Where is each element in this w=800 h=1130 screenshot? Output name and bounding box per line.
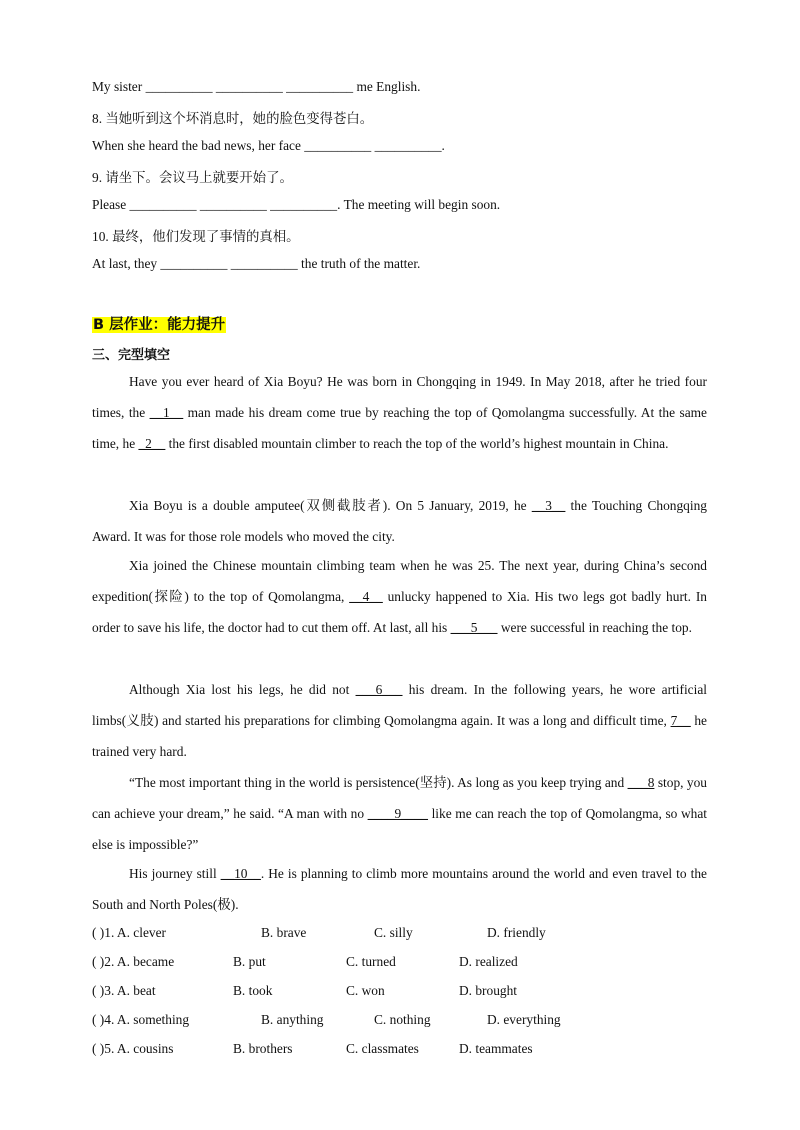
exercise-10-chinese: 10. 最终，他们发现了事情的真相。: [92, 229, 300, 244]
option-row-3: [92, 983, 707, 1003]
option-2-d: D. realized: [459, 954, 518, 969]
exercise-9-english: Please __________ __________ __________. The meeting will begin soon.: [92, 197, 501, 212]
blank-6: ___6___: [355, 682, 403, 697]
exercise-9-chinese: 9. 请坐下。会议马上就要开始了。: [92, 170, 293, 185]
passage-paragraph-5: “The most important thing in the world is persistence(坚持). As long as you keep trying and ___8 stop, you can achieve your dream,” he said. “A man with no ____9____ like me can reach the top of Qomolangma, so what else is impossible?”: [92, 775, 708, 853]
option-row-1: [92, 925, 707, 945]
exercise-line-7: My sister __________ __________ __________ me English.: [92, 79, 421, 94]
option-3-a: ( )3. A. beat: [92, 983, 156, 998]
exercise-8-chinese: 8. 当她听到这个坏消息时，她的脸色变得苍白。: [92, 111, 374, 126]
blank-1: __1__: [149, 405, 184, 421]
passage-paragraph-6: His journey still __10__. He is planning to climb more mountains around the world and even travel to the South and North Poles(极).: [92, 866, 707, 913]
option-4-c: C. nothing: [374, 1012, 431, 1027]
passage-paragraph-1: Have you ever heard of Xia Boyu? He was born in Chongqing in 1949. In May 2018, after he tried four times, the __1__ man made his dream come true by reaching the top of Qomolangma successfully. At the same time, he _2__ the first disabled mountain climber to reach the top of the world’s highest mountain in China.: [92, 374, 707, 452]
option-1-a: ( )1. A. clever: [92, 925, 166, 940]
option-row-2: [92, 954, 707, 974]
option-3-c: C. won: [346, 983, 385, 998]
option-4-b: B. anything: [261, 1012, 324, 1027]
passage-paragraph-3: Xia joined the Chinese mountain climbing team when he was 25. The next year, during China’s second expedition(探险) to the top of Qomolangma, __4__ unlucky happened to Xia. His two legs got badly hurt. In order to save his life, the doctor had to cut them off. At last, all his ___5___ were successful in reaching the top.: [92, 558, 707, 636]
blank-7: 7__: [670, 713, 691, 729]
blank-4: __4__: [349, 589, 383, 605]
option-5-b: B. brothers: [233, 1041, 293, 1056]
blank-3: __3__: [531, 498, 566, 513]
blank-9: ____9____: [367, 806, 428, 822]
section-three-heading: 三、完型填空: [92, 348, 171, 363]
option-1-b: B. brave: [261, 925, 307, 940]
option-2-b: B. put: [233, 954, 266, 969]
option-3-b: B. took: [233, 983, 273, 998]
option-2-c: C. turned: [346, 954, 396, 969]
blank-2: _2__: [138, 436, 166, 452]
option-2-a: ( )2. A. became: [92, 954, 175, 969]
option-3-d: D. brought: [459, 983, 518, 998]
option-row-4: [92, 1012, 707, 1032]
option-5-c: C. classmates: [346, 1041, 419, 1056]
option-5-d: D. teammates: [459, 1041, 533, 1056]
section-three-heading-row: [92, 344, 708, 363]
option-1-c: C. silly: [374, 925, 413, 940]
option-4-d: D. everything: [487, 1012, 561, 1027]
option-4-a: ( )4. A. something: [92, 1012, 190, 1027]
blank-8: ___8: [627, 775, 655, 790]
option-1-d: D. friendly: [487, 925, 546, 940]
blank-10: __10__: [220, 866, 261, 881]
section-b-heading-row: [92, 313, 708, 334]
blank-5: ___5___: [450, 620, 498, 636]
option-row-5: [92, 1041, 707, 1061]
option-5-a: ( )5. A. cousins: [92, 1041, 174, 1056]
passage-paragraph-4: Although Xia lost his legs, he did not ___6___ his dream. In the following years, he wore artificial limbs(义肢) and started his preparations for climbing Qomolangma again. It was a long and difficult time, 7__ he trained very hard.: [92, 682, 707, 760]
exercise-8-english: When she heard the bad news, her face __________ __________.: [92, 138, 445, 153]
passage-paragraph-2: Xia Boyu is a double amputee(双侧截肢者). On 5 January, 2019, he __3__ the Touching Chongqing Award. It was for those role models who moved the city.: [92, 498, 707, 545]
exercise-10-english: At last, they __________ __________ the truth of the matter.: [92, 256, 421, 271]
section-b-heading: B 层作业：能力提升: [93, 317, 226, 333]
